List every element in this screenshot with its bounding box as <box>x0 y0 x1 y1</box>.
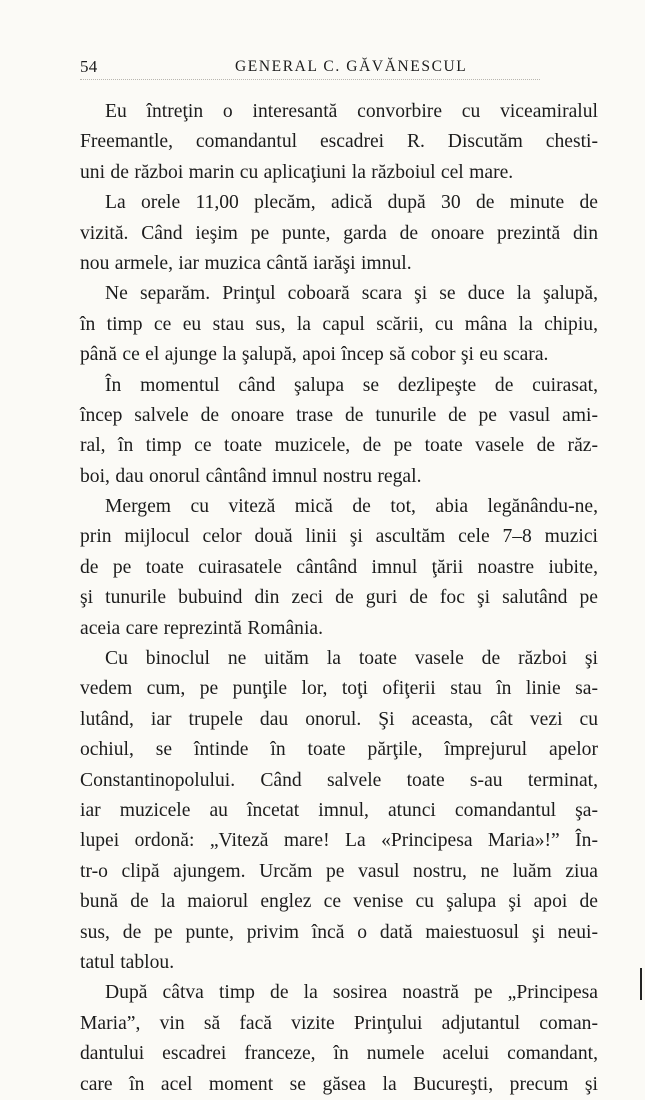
text-line: lupei ordonă: „Viteză mare! La «Principesa Maria»!” În- <box>80 830 598 852</box>
text-line: vedem cum, pe punţile lor, toţi ofiţerii stau în linie sa- <box>80 678 598 700</box>
text-line: vizită. Când ieşim pe punte, garda de onoare prezintă din <box>80 222 598 244</box>
text-line: După câtva timp de la sosirea noastră pe „Principesa <box>105 982 598 1004</box>
text-line: Ne separăm. Prinţul coboară scara şi se duce la şalupă, <box>105 283 598 305</box>
text-line: care în acel moment se găsea la Bucureşti, precum şi <box>80 1073 598 1095</box>
text-line: Freemantle, comandantul escadrei R. Discutăm chesti- <box>80 131 598 153</box>
text-line: şi tunurile bubuind din zeci de guri de foc şi salutând pe <box>80 587 598 609</box>
text-line: uni de război marin cu aplicaţiuni la războiul cel mare. <box>80 161 514 183</box>
scan-edge-mark <box>640 968 642 1000</box>
text-line: sus, de pe punte, privim încă o dată maiestuosul şi neui- <box>80 921 598 943</box>
text-line: În momentul când şalupa se dezlipeşte de cuirasat, <box>105 374 598 396</box>
text-line: Maria”, vin să facă vizite Prinţului adjutantul coman- <box>80 1012 598 1034</box>
text-line: încep salvele de onoare trase de tunurile de pe vasul ami- <box>80 404 598 426</box>
text-line: de pe toate cuirasatele cântând imnul ţării noastre iubite, <box>80 556 598 578</box>
text-line: lutând, iar trupele dau onorul. Şi aceasta, cât vezi cu <box>80 708 598 730</box>
text-line: până ce el ajunge la şalupă, apoi încep să cobor şi eu scara. <box>80 344 549 366</box>
text-line: prin mijlocul celor două linii şi ascultăm cele 7–8 muzici <box>80 526 598 548</box>
text-line: iar muzicele au încetat imnul, atunci comandantul şa- <box>80 799 598 821</box>
running-head: GENERAL C. GĂVĂNESCUL <box>235 58 468 75</box>
text-line: boi, dau onorul cântând imnul nostru regal. <box>80 465 422 487</box>
header-rule <box>80 79 540 80</box>
text-line: Cu binoclul ne uităm la toate vasele de război şi <box>105 648 598 670</box>
text-line: Constantinopolului. Când salvele toate s-au terminat, <box>80 769 598 791</box>
text-line: tatul tablou. <box>80 951 175 973</box>
text-line: în timp ce eu stau sus, la capul scării, cu mâna la chipiu, <box>80 313 598 335</box>
text-line: La orele 11,00 plecăm, adică după 30 de minute de <box>105 192 598 214</box>
text-line: ral, în timp ce toate muzicele, de pe toate vasele de răz- <box>80 435 598 457</box>
text-line: tr-o clipă ajungem. Urcăm pe vasul nostru, ne luăm ziua <box>80 860 598 882</box>
text-line: nou armele, iar muzica cântă iarăşi imnul. <box>80 252 412 274</box>
text-line: dantului escadrei franceze, în numele acelui comandant, <box>80 1043 598 1065</box>
text-line: ochiul, se întinde în toate părţile, împrejurul apelor <box>80 739 598 761</box>
page-number: 54 <box>80 57 98 76</box>
text-line: aceia care reprezintă România. <box>80 617 323 639</box>
text-line: Mergem cu viteză mică de tot, abia legănându-ne, <box>105 496 598 518</box>
body-text <box>80 97 598 1100</box>
text-line: Eu întreţin o interesantă convorbire cu viceamiralul <box>105 101 598 122</box>
page-header <box>80 57 550 83</box>
text-line: bună de la maiorul englez ce venise cu şalupa şi apoi de <box>80 891 598 913</box>
